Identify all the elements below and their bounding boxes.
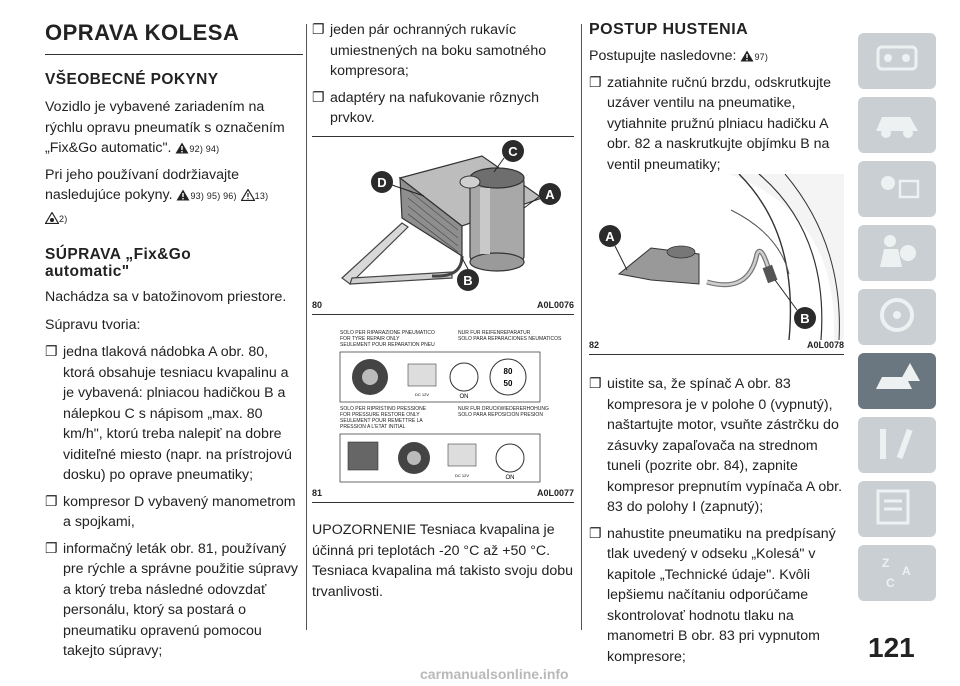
- callout-label-a: A: [545, 187, 555, 202]
- note-paragraph: UPOZORNENIE Tesniaca kvapalina je účinná pri teplotách -20 °C až +50 °C. Tesniaca kvapalina má takisto svoju dobu trvanlivosti.: [312, 522, 574, 600]
- checkbox-bullet-icon: ❐: [45, 540, 58, 557]
- steering-wheel-icon: [872, 295, 922, 340]
- figure-81: [312, 318, 574, 504]
- svg-text:80: 80: [503, 367, 513, 376]
- warning-ref: 97): [754, 52, 769, 62]
- chapter-tab-steering-wheel[interactable]: [858, 289, 936, 345]
- paragraph-intro: Vozidlo je vybavené zariadením na rýchlu opravu pneumatík s označením „Fix&Go automatic". 92) 94): [45, 97, 303, 161]
- svg-text:NUR FUR REIFENREPARATUR: NUR FUR REIFENREPARATUR: [458, 330, 531, 336]
- wrench-screwdriver-icon: [872, 423, 922, 468]
- column-divider-right: [581, 24, 582, 630]
- figure-code: A0L0078: [806, 340, 844, 350]
- warning-triangle-icon: [175, 140, 189, 161]
- caution-triangle-icon: [241, 187, 255, 208]
- car-side-icon: [872, 103, 922, 148]
- svg-text:DC 12V: DC 12V: [454, 473, 470, 478]
- chapter-tab-car-dashboard[interactable]: [858, 33, 936, 89]
- svg-text:SOLO PER RIPARAZIONE PNEUMATIC: SOLO PER RIPARAZIONE PNEUMATICO: [340, 330, 435, 336]
- svg-text:NUR FUR DRUCKWIEDERERHOHUNG: NUR FUR DRUCKWIEDERERHOHUNG: [458, 406, 549, 412]
- title-rule: [45, 54, 303, 55]
- svg-text:SEULEMENT POUR REPARATION PNEU: SEULEMENT POUR REPARATION PNEU: [340, 342, 435, 348]
- alphabet-index-icon: [872, 551, 922, 596]
- svg-text:FOR PRESSURE RESTORE ONLY: FOR PRESSURE RESTORE ONLY: [340, 412, 420, 418]
- figure-number: 82: [589, 340, 600, 350]
- svg-text:A: A: [902, 563, 911, 578]
- chapter-tab-car-breakdown[interactable]: [858, 353, 936, 409]
- warning-ref: 93) 95) 96): [190, 191, 237, 201]
- watermark: carmanualsonline.info: [420, 666, 569, 682]
- warning-triangle-icon: [740, 48, 754, 69]
- compressor-kit-illustration: [312, 138, 574, 300]
- checkbox-bullet-icon: ❐: [589, 525, 602, 542]
- list-item: ❐ informačný leták obr. 81, používaný pre rýchle a správne použitie súpravy a ktorý treba následné odovzdať personálu, ktorý sa postará o pneumatiku opravenú pomocou takejto súpravy;: [45, 540, 299, 659]
- subsection-title-kit: SÚPRAVA „Fix&Go automatic": [45, 246, 192, 280]
- page-number: 121: [868, 632, 915, 663]
- chapter-tab-car-side[interactable]: [858, 97, 936, 153]
- callout-label-b: B: [800, 311, 810, 326]
- chapter-tab-wrench-screwdriver[interactable]: [858, 417, 936, 473]
- paragraph-instructions: Pri jeho používaní dodržiavajte nasledujúce pokyny. 93) 95) 96) 13) 2): [45, 165, 303, 231]
- svg-text:ON: ON: [505, 475, 515, 481]
- checkbox-bullet-icon: ❐: [589, 74, 602, 91]
- callout-label-a: A: [605, 229, 615, 244]
- figure-caption: [589, 340, 844, 350]
- callout-label-d: D: [377, 175, 387, 190]
- warning-light-icon: [872, 167, 922, 212]
- list-item: ❐ kompresor D vybavený manometrom a spojkami,: [45, 493, 296, 530]
- car-breakdown-icon: [872, 359, 922, 404]
- column-divider-left: [306, 24, 307, 630]
- figure-number: 80: [312, 300, 323, 310]
- column-3: [589, 0, 844, 665]
- checklist-icon: [872, 487, 922, 532]
- paragraph-procedure: Postupujte nasledovne: 97): [589, 46, 844, 69]
- svg-text:50: 50: [503, 379, 513, 388]
- list-item: ❐ adaptéry na nafukovanie rôznych prvkov.: [312, 89, 540, 126]
- warning-triangle-icon: [176, 187, 190, 208]
- warning-ref: 92) 94): [189, 144, 220, 154]
- chapter-tab-checklist[interactable]: [858, 481, 936, 537]
- chapter-tab-airbag-person[interactable]: [858, 225, 936, 281]
- car-dashboard-icon: [872, 39, 922, 84]
- paragraph-location: Nachádza sa v batožinovom priestore.: [45, 289, 287, 305]
- svg-text:SOLO PARA REPOSICION PRESION: SOLO PARA REPOSICION PRESION: [458, 412, 543, 418]
- svg-text:SOLO PARA REPARACIONES NEUMATI: SOLO PARA REPARACIONES NEUMATICOS: [458, 336, 562, 342]
- svg-text:Z: Z: [882, 555, 890, 570]
- checkbox-bullet-icon: ❐: [45, 493, 58, 510]
- figure-number: 81: [312, 488, 323, 498]
- caution-ref: 13): [254, 191, 269, 201]
- chapter-tab-warning-light[interactable]: [858, 161, 936, 217]
- svg-text:DC 12V: DC 12V: [414, 392, 430, 397]
- callout-label-c: C: [508, 144, 518, 159]
- column-2: [312, 0, 574, 600]
- svg-text:SOLO PER RIPRISTINO PRESSIONE: SOLO PER RIPRISTINO PRESSIONE: [340, 406, 427, 412]
- column-1: [45, 0, 303, 668]
- figure-caption: [312, 488, 574, 498]
- figure-code: A0L0076: [536, 300, 574, 310]
- svg-text:SEULEMENT POUR REMETTRE LA: SEULEMENT POUR REMETTRE LA: [340, 418, 423, 424]
- section-title: OPRAVA KOLESA: [45, 20, 240, 45]
- checkbox-bullet-icon: ❐: [312, 89, 325, 106]
- airbag-person-icon: [872, 231, 922, 276]
- svg-text:ON: ON: [459, 394, 469, 400]
- svg-text:PRESSION A L'ETAT INITIAL: PRESSION A L'ETAT INITIAL: [340, 424, 406, 430]
- paragraph-contents: Súpravu tvoria:: [45, 316, 141, 333]
- hose-connection-illustration: [589, 174, 844, 340]
- chapter-tab-alphabet-index[interactable]: [858, 545, 936, 601]
- list-item: ❐ nahustite pneumatiku na predpísaný tlak uvedený v odseku „Kolesá" v kapitole „Technické údaje". Kvôli lepšiemu načítaniu odporúčame skontrolovať hodnotu tlaku na manometri B obr. 83 pri vypnutom kompresore;: [589, 525, 836, 665]
- list-item: ❐ zatiahnite ručnú brzdu, odskrutkujte uzáver ventilu na pneumatike, vytiahnite pružnú plniacu hadičku A obr. 82 a naskrutkujte objímku B na ventil pneumatiky;: [589, 74, 831, 173]
- figure-82: [589, 172, 844, 358]
- checkbox-bullet-icon: ❐: [45, 344, 58, 360]
- list-item: ❐ uistite sa, že spínač A obr. 83 kompresora je v polohe 0 (vypnutý), naštartujte motor, vsuňte zástrčku do zásuvky zapaľovača na strednom tuneli (pozrite obr. 84), zapnite kompresor prepnutím vypínača A obr. 83 do polohy I (zapnutý);: [589, 376, 843, 515]
- figure-code: A0L0077: [536, 488, 574, 498]
- chapter-tabs: [858, 33, 936, 609]
- list-item: ❐ jeden pár ochranných rukavíc umiestnených na boku samotného kompresora;: [312, 22, 547, 79]
- section-title-inflation: POSTUP HUSTENIA: [589, 21, 749, 38]
- repair-leaflet-illustration: [312, 324, 574, 492]
- checkbox-bullet-icon: ❐: [589, 376, 602, 392]
- callout-label-b: B: [463, 273, 473, 288]
- figure-caption: [312, 300, 574, 310]
- figure-80: [312, 136, 574, 316]
- subsection-title-general: VŠEOBECNÉ POKYNY: [45, 71, 219, 88]
- svg-text:C: C: [886, 575, 895, 590]
- environment-ref: 2): [59, 213, 68, 224]
- environment-triangle-icon: [45, 210, 59, 231]
- checkbox-bullet-icon: ❐: [312, 22, 325, 38]
- list-item: ❐ jedna tlaková nádobka A obr. 80, ktorá obsahuje tesniacu kvapalinu a je vybavená: plniacou hadičkou B a nálepkou C s nápisom „max. 80 km/h", ktorú treba nalepiť na dobre viditeľné miesto (napr. na prístrojovú dosku) po oprave pneumatiky;: [45, 344, 292, 483]
- svg-text:FOR TYRE REPAIR ONLY: FOR TYRE REPAIR ONLY: [340, 336, 400, 342]
